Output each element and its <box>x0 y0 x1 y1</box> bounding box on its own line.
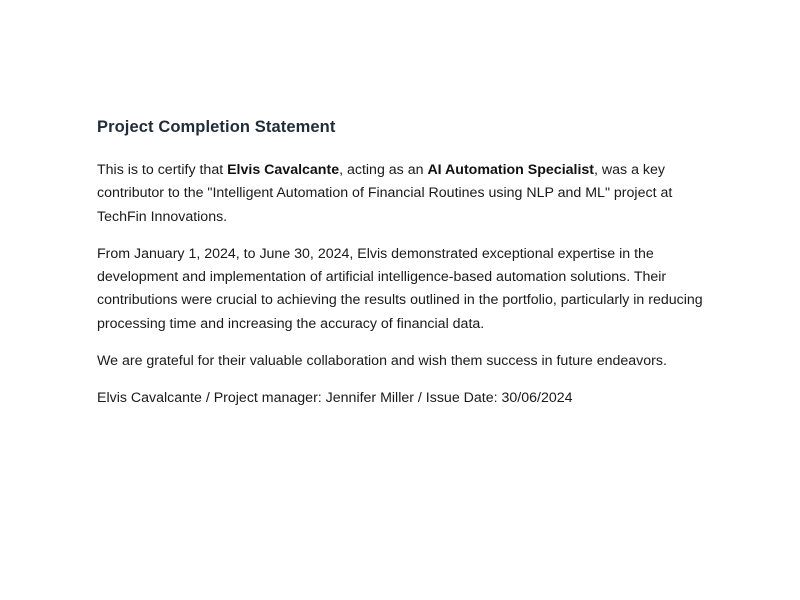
certification-suffix: , was a key contributor to the "Intelligent Automation of Financial Routines using NLP and ML" project at TechFin Innovations. <box>97 162 673 225</box>
contribution-paragraph: From January 1, 2024, to June 30, 2024, Elvis demonstrated exceptional expertise in the development and implementation of artificial intelligence-based automation solutions. Their contributions were crucial to achieving the results outlined in the portfolio, particularly in reducing processing time and increasing the accuracy of financial data. <box>97 245 703 332</box>
role-title: AI Automation Specialist <box>427 162 595 178</box>
certification-middle: , acting as an <box>339 162 428 178</box>
certification-prefix: This is to certify that <box>97 162 228 178</box>
statement-content <box>97 116 717 410</box>
gratitude-paragraph: We are grateful for their valuable collaboration and wish them success in future endeavors. <box>97 353 667 370</box>
certification-paragraph <box>97 159 717 229</box>
person-name: Elvis Cavalcante <box>227 162 340 178</box>
page-title: Project Completion Statement <box>97 118 336 136</box>
signature-line: Elvis Cavalcante / Project manager: Jennifer Miller / Issue Date: 30/06/2024 <box>97 390 573 407</box>
